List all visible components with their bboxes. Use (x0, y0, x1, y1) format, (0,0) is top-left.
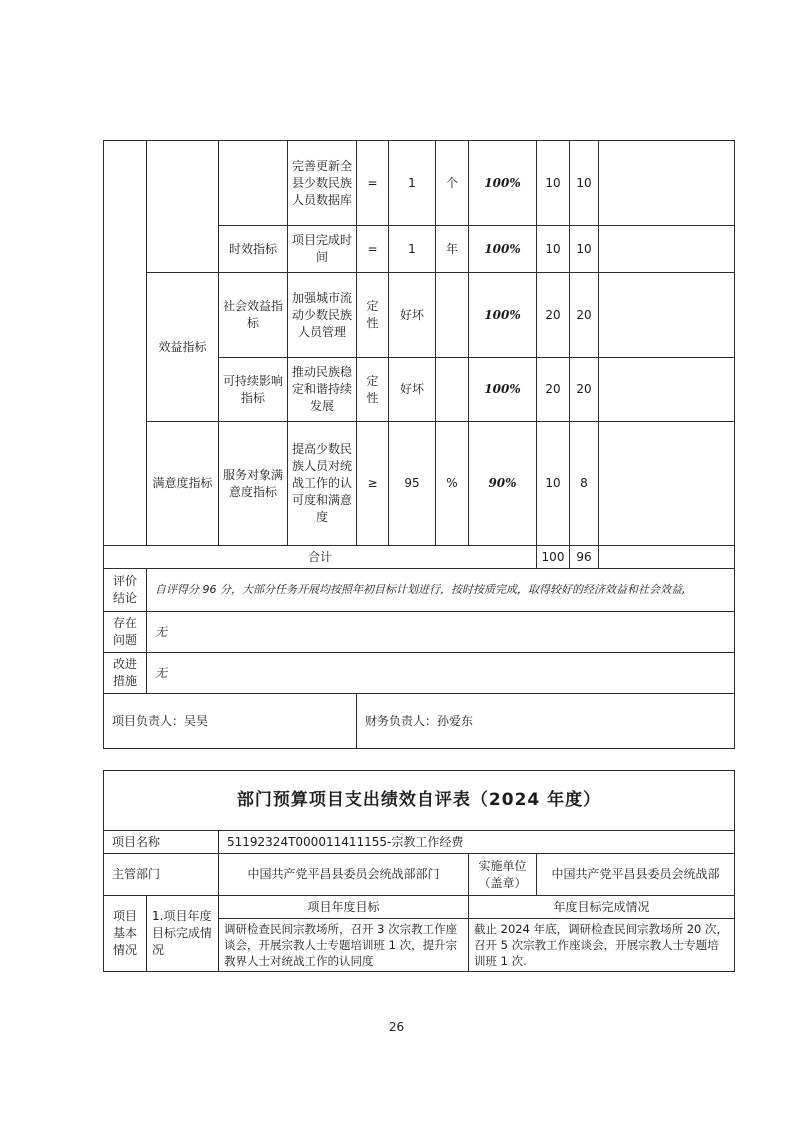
indicator-name-cell: 推动民族稳定和谐持续发展 (288, 358, 357, 422)
problems-text-cell: 无 (147, 612, 735, 653)
score-cell: 10 (570, 141, 599, 226)
improvements-row (104, 653, 735, 694)
indicator-name-cell: 加强城市流动少数民族人员管理 (288, 273, 357, 358)
table-row (104, 273, 735, 358)
target-cell: 1 (389, 141, 436, 226)
weight-cell: 20 (537, 358, 570, 422)
conclusion-label-cell: 评价结论 (104, 569, 147, 612)
score-cell: 8 (570, 422, 599, 546)
op-cell: ≥ (357, 422, 389, 546)
indicator-category-cell (104, 141, 147, 546)
table-row (104, 422, 735, 546)
unit-cell: % (436, 422, 469, 546)
impl-label-cell: 实施单位（盖章） (469, 854, 537, 896)
weight-cell: 20 (537, 273, 570, 358)
actual-cell: 90% (469, 422, 537, 546)
dept-value-cell: 中国共产党平昌县委员会统战部部门 (219, 854, 469, 896)
notes-cell (599, 546, 735, 569)
indicator-name-cell: 完善更新全县少数民族人员数据库 (288, 141, 357, 226)
actual-cell: 100% (469, 141, 537, 226)
result-text-cell: 截止 2024 年底，调研检查民间宗教场所 20 次，召开 5 次宗教工作座谈会，开展宗教人士专题培训班 1 次. (469, 919, 735, 972)
unit-cell: 个 (436, 141, 469, 226)
selfeval-title: 部门预算项目支出绩效自评表（2024 年度） (104, 771, 735, 831)
basic-info-label-cell: 项目基本情况 (104, 896, 147, 972)
goal-header-row (104, 896, 735, 919)
weight-cell: 10 (537, 141, 570, 226)
total-label-cell: 合计 (104, 546, 537, 569)
conclusion-text-cell: 自评得分 96 分，大部分任务开展均按照年初目标计划进行，按时按质完成，取得较好的经济效益和社会效益, (147, 569, 735, 612)
unit-cell: 年 (436, 226, 469, 273)
indicator-group-cell (147, 141, 219, 273)
weight-cell: 10 (537, 226, 570, 273)
notes-cell (599, 422, 735, 546)
project-name-row (104, 831, 735, 854)
notes-cell (599, 226, 735, 273)
project-name-value-cell: 51192324T000011411155-宗教工作经费 (219, 831, 735, 854)
actual-cell: 100% (469, 226, 537, 273)
total-score-cell: 96 (570, 546, 599, 569)
total-weight-cell: 100 (537, 546, 570, 569)
op-cell: = (357, 226, 389, 273)
op-cell: 定性 (357, 358, 389, 422)
notes-cell (599, 358, 735, 422)
op-cell: 定性 (357, 273, 389, 358)
impl-value-cell: 中国共产党平昌县委员会统战部 (537, 854, 735, 896)
actual-cell: 100% (469, 273, 537, 358)
notes-cell (599, 141, 735, 226)
improvements-label-cell: 改进措施 (104, 653, 147, 694)
goal-row-label-cell: 1.项目年度目标完成情况 (147, 896, 219, 972)
result-header-cell: 年度目标完成情况 (469, 896, 735, 919)
indicator-name-cell: 提高少数民族人员对统战工作的认可度和满意度 (288, 422, 357, 546)
target-cell: 好坏 (389, 358, 436, 422)
target-cell: 95 (389, 422, 436, 546)
score-cell: 20 (570, 358, 599, 422)
indicator-group-cell: 满意度指标 (147, 422, 219, 546)
indicator-name-cell: 项目完成时间 (288, 226, 357, 273)
title-row (104, 771, 735, 831)
project-lead-cell: 项目负责人：吴昊 (104, 694, 357, 749)
weight-cell: 10 (537, 422, 570, 546)
project-name-label-cell: 项目名称 (104, 831, 219, 854)
selfeval-table (103, 770, 735, 972)
unit-cell (436, 273, 469, 358)
improvements-text-cell: 无 (147, 653, 735, 694)
problems-row (104, 612, 735, 653)
goal-text-cell: 调研检查民间宗教场所，召开 3 次宗教工作座谈会，开展宗教人士专题培训班 1 次，提升宗教界人士对统战工作的认同度 (219, 919, 469, 972)
signature-row (104, 694, 735, 749)
indicator-subtype-cell: 社会效益指标 (219, 273, 288, 358)
finance-lead-cell: 财务负责人：孙爱东 (357, 694, 735, 749)
page-number: 26 (388, 1020, 405, 1034)
department-row (104, 854, 735, 896)
goal-header-cell: 项目年度目标 (219, 896, 469, 919)
indicator-subtype-cell: 时效指标 (219, 226, 288, 273)
total-row (104, 546, 735, 569)
actual-cell: 100% (469, 358, 537, 422)
score-cell: 20 (570, 273, 599, 358)
conclusion-row (104, 569, 735, 612)
unit-cell (436, 358, 469, 422)
indicator-subtype-cell (219, 141, 288, 226)
indicator-group-cell: 效益指标 (147, 273, 219, 422)
indicator-subtype-cell: 服务对象满意度指标 (219, 422, 288, 546)
target-cell: 好坏 (389, 273, 436, 358)
problems-label-cell: 存在问题 (104, 612, 147, 653)
target-cell: 1 (389, 226, 436, 273)
performance-indicator-table (103, 140, 735, 749)
table-row (104, 141, 735, 226)
score-cell: 10 (570, 226, 599, 273)
indicator-subtype-cell: 可持续影响指标 (219, 358, 288, 422)
notes-cell (599, 273, 735, 358)
dept-label-cell: 主管部门 (104, 854, 219, 896)
op-cell: = (357, 141, 389, 226)
